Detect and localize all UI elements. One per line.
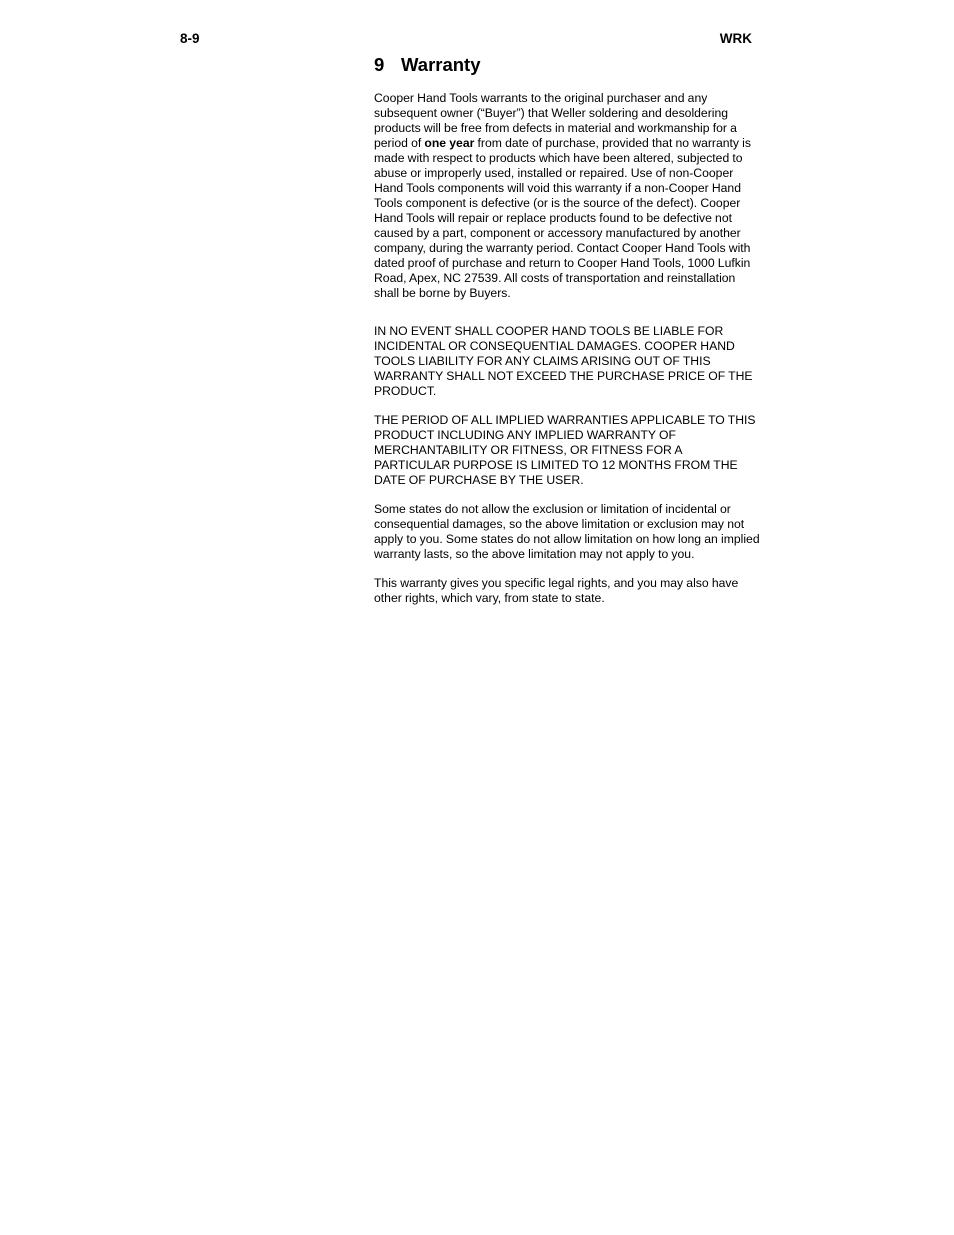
section-title: Warranty (401, 54, 481, 75)
warranty-period-term: one year (424, 136, 475, 150)
legal-rights-paragraph: This warranty gives you specific legal rights, and you may also have other rights, which vary, from state to state. (374, 576, 739, 605)
warranty-section (374, 53, 760, 606)
section-heading (374, 53, 760, 77)
state-exclusions-paragraph: Some states do not allow the exclusion or limitation of incidental or consequential damages, so the above limitation or exclusion may not apply to you. Some states do not allow limitation on how long an implied warranty lasts, so the above limitation may not apply to you. (374, 502, 760, 561)
implied-warranty-paragraph: THE PERIOD OF ALL IMPLIED WARRANTIES APPLICABLE TO THIS PRODUCT INCLUDING ANY IMPLIED WARRANTY OF MERCHANTABILITY OR FITNESS, OR FITNESS FOR A PARTICULAR PURPOSE IS LIMITED TO 12 MONTHS FROM THE DATE OF PURCHASE BY THE USER. (374, 413, 756, 487)
page-number: 8-9 (180, 31, 200, 46)
warranty-terms-text-start: Cooper Hand Tools warrants to the original purchaser and any subsequent owner (“Buyer”) that Weller soldering and desoldering products will be free from defects in material and workmanship for a period of (374, 91, 737, 150)
page-header (180, 31, 752, 49)
document-code: WRK (719, 31, 752, 46)
warranty-terms-text-end: from date of purchase, provided that no warranty is made with respect to products which have been altered, subjected to abuse or improperly used, installed or repaired. Use of non-Cooper Hand Tools components will void this warranty if a non-Cooper Hand Tools component is defective (or is the source of the defect). Cooper Hand Tools will repair or replace products found to be defective not caused by a part, component or accessory manufactured by another company, during the warranty period. Contact Cooper Hand Tools with dated proof of purchase and return to Cooper Hand Tools, 1000 Lufkin Road, Apex, NC 27539. All costs of transportation and reinstallation shall be borne by Buyers. (374, 136, 751, 300)
warranty-terms-paragraph (374, 91, 760, 301)
section-number: 9 (374, 54, 385, 75)
liability-limitation-paragraph: IN NO EVENT SHALL COOPER HAND TOOLS BE LIABLE FOR INCIDENTAL OR CONSEQUENTIAL DAMAGES. COOPER HAND TOOLS LIABILITY FOR ANY CLAIMS ARISING OUT OF THIS WARRANTY SHALL NOT EXCEED THE PURCHASE PRICE OF THE PRODUCT. (374, 324, 753, 398)
